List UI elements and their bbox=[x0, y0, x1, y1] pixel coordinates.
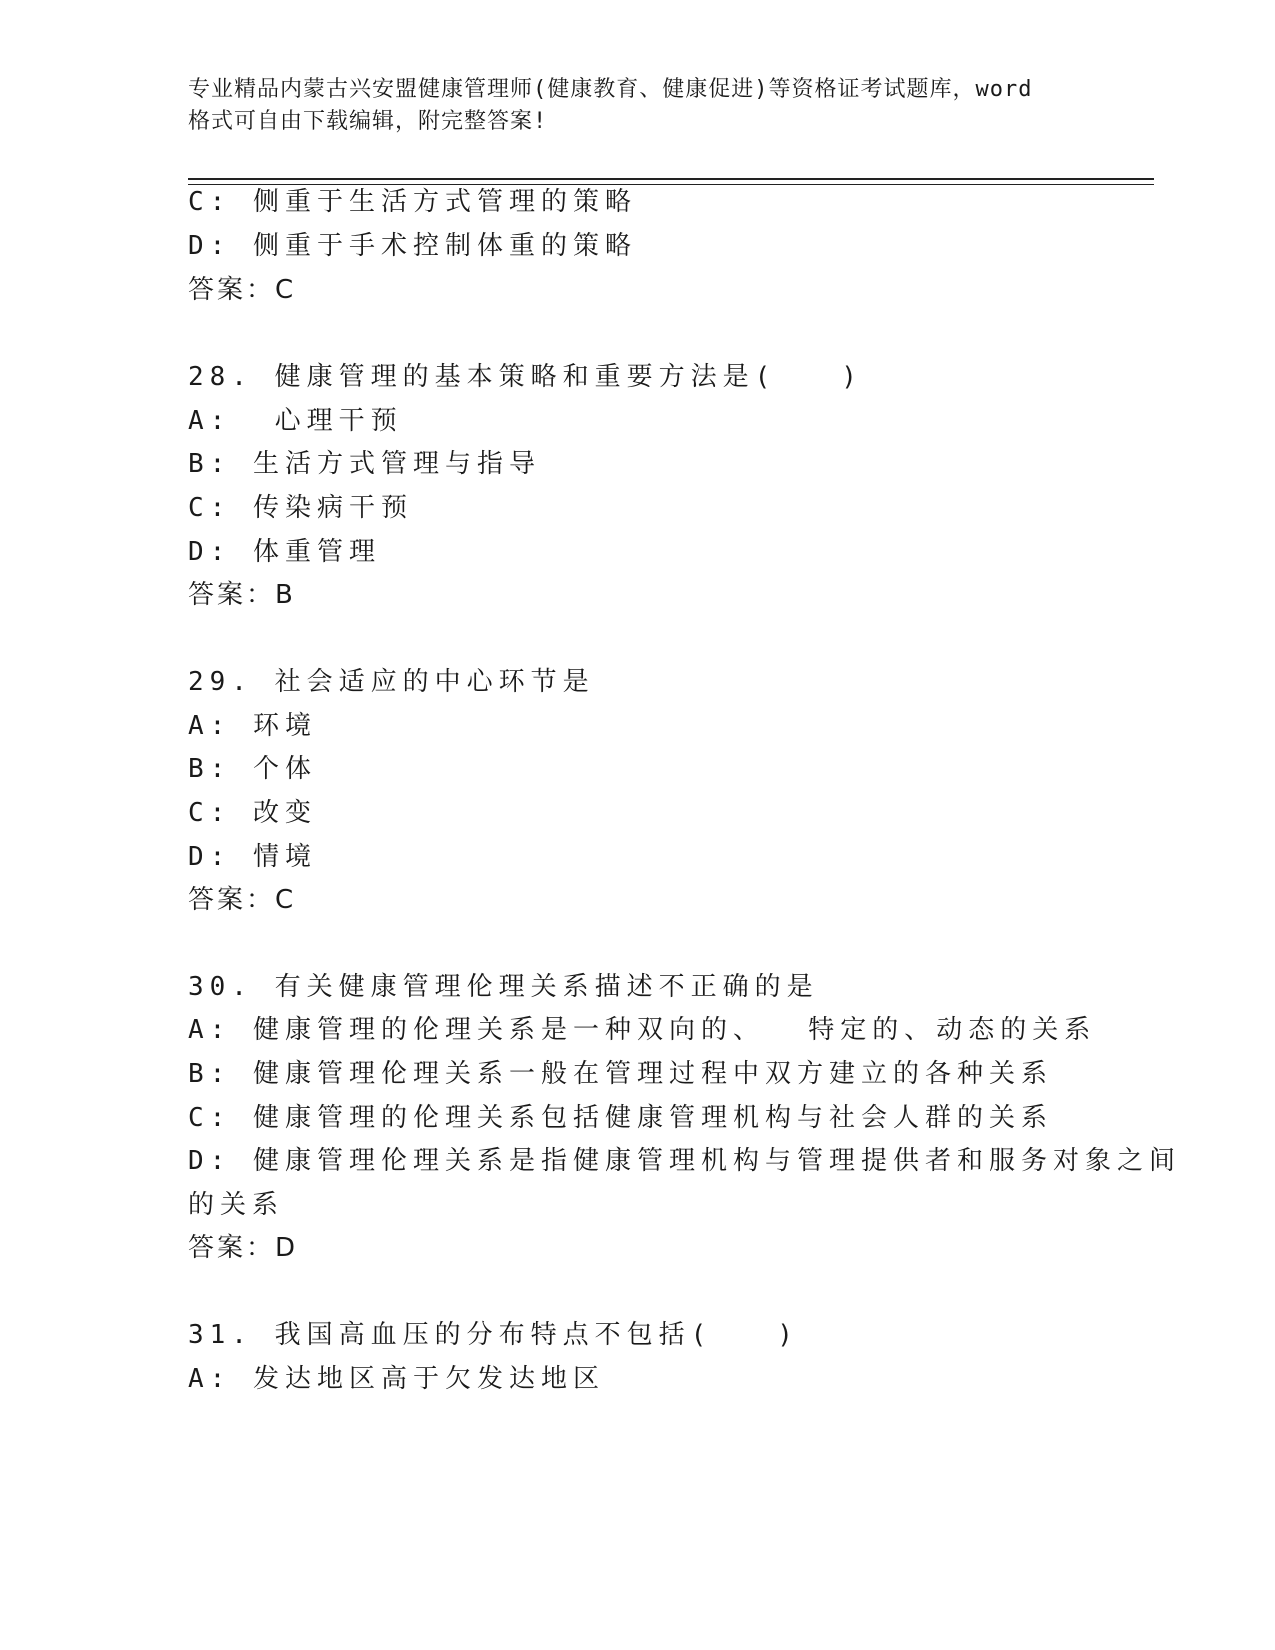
q29-option-d: D: 情境 bbox=[188, 842, 317, 872]
q30-question: 30. 有关健康管理伦理关系描述不正确的是 bbox=[188, 972, 819, 1002]
header-line-2: 格式可自由下载编辑，附完整答案! bbox=[188, 109, 548, 134]
q28-option-d: D: 体重管理 bbox=[188, 537, 381, 567]
q28-question: 28. 健康管理的基本策略和重要方法是( ) bbox=[188, 362, 863, 392]
q30-option-d: D: 健康管理伦理关系是指健康管理机构与管理提供者和服务对象之间 bbox=[188, 1146, 1181, 1176]
q28-option-a: A: 心理干预 bbox=[188, 406, 403, 436]
q28-answer: 答案：B bbox=[188, 580, 296, 610]
q27-option-d: D: 侧重于手术控制体重的策略 bbox=[188, 231, 637, 261]
q30-answer: 答案：D bbox=[188, 1233, 299, 1263]
header-line-1: 专业精品内蒙古兴安盟健康管理师(健康教育、健康促进)等资格证考试题库，word bbox=[188, 77, 1033, 102]
header-divider bbox=[188, 178, 1154, 180]
q30-option-b: B: 健康管理伦理关系一般在管理过程中双方建立的各种关系 bbox=[188, 1059, 1053, 1089]
q30-option-c: C: 健康管理的伦理关系包括健康管理机构与社会人群的关系 bbox=[188, 1103, 1053, 1133]
q28-option-b: B: 生活方式管理与指导 bbox=[188, 449, 541, 479]
q29-option-b: B: 个体 bbox=[188, 754, 317, 784]
q30-option-d-continued: 的关系 bbox=[188, 1190, 285, 1220]
q27-answer: 答案：C bbox=[188, 275, 297, 305]
q29-option-a: A: 环境 bbox=[188, 711, 317, 741]
q29-question: 29. 社会适应的中心环节是 bbox=[188, 667, 595, 697]
q31-question: 31. 我国高血压的分布特点不包括( ) bbox=[188, 1320, 799, 1350]
q29-answer: 答案：C bbox=[188, 885, 297, 915]
q27-option-c: C: 侧重于生活方式管理的策略 bbox=[188, 187, 637, 217]
q31-option-a: A: 发达地区高于欠发达地区 bbox=[188, 1364, 605, 1394]
document-header bbox=[188, 74, 1088, 138]
q28-option-c: C: 传染病干预 bbox=[188, 493, 413, 523]
q29-option-c: C: 改变 bbox=[188, 798, 317, 828]
q30-option-a: A: 健康管理的伦理关系是一种双向的、 特定的、动态的关系 bbox=[188, 1015, 1097, 1045]
